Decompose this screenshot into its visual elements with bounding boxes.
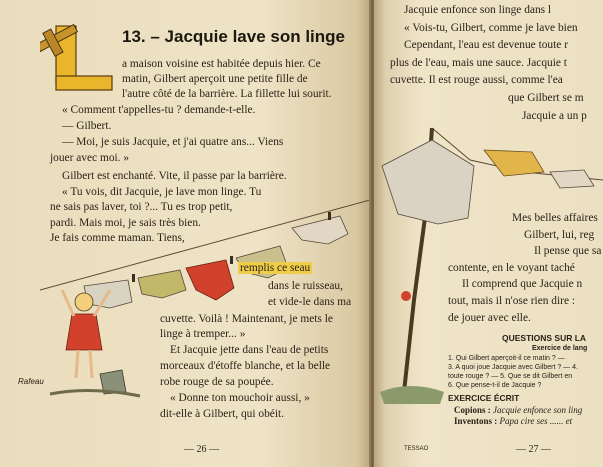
text-line: « Donne ton mouchoir aussi, » xyxy=(170,392,310,404)
text-line: Et Jacquie jette dans l'eau de petits xyxy=(170,344,329,356)
text-line: « Vois-tu, Gilbert, comme je lave bien xyxy=(404,22,578,34)
inventons-line xyxy=(454,415,572,428)
highlighted-phrase: remplis ce seau xyxy=(240,262,311,274)
question-line: toute rouge ? — 5. Que se dit Gilbert en xyxy=(448,373,573,380)
text-line: matin, Gilbert aperçoit une petite fille de xyxy=(122,73,308,85)
text-line: — Moi, je suis Jacquie, et j'ai quatre ans... Viens xyxy=(62,136,284,148)
exercise-subheading: Exercice de lang xyxy=(532,345,588,352)
text-line: cuvette. Voilà ! Maintenant, je mets le xyxy=(160,313,333,325)
text-line: linge à tremper... » xyxy=(160,328,246,340)
text-line: et vide-le dans ma xyxy=(268,296,352,308)
text-line: de jouer avec elle. xyxy=(448,312,531,324)
text-line: Cependant, l'eau est devenue toute r xyxy=(404,39,568,51)
text-line: Mes belles affaires xyxy=(512,212,598,224)
questions-heading: QUESTIONS SUR LA xyxy=(502,333,587,343)
text-line: Jacquie enfonce son linge dans l xyxy=(404,4,552,16)
written-exercise-heading: EXERCICE ÉCRIT xyxy=(448,393,520,403)
text-line: robe rouge de sa poupée. xyxy=(160,376,274,388)
text-line: « Tu vois, dit Jacquie, je lave mon linge. Tu xyxy=(62,186,262,198)
text-line: jouer avec moi. » xyxy=(50,152,130,164)
text-line: morceaux d'étoffe blanche, et la belle xyxy=(160,360,331,372)
inventons-label: Inventons : xyxy=(454,416,498,426)
text-line: dit-elle à Gilbert, qui obéit. xyxy=(160,408,284,420)
text-line: contente, en le voyant taché xyxy=(448,262,575,274)
text-line: cuvette. Il est rouge aussi, comme l'ea xyxy=(390,74,563,86)
illustrator-signature: TESSAO xyxy=(404,446,429,452)
text-line: ne sais pas laver, toi ?... Tu es trop petit, xyxy=(50,201,233,213)
text-line: a maison voisine est habitée depuis hier. Ce xyxy=(122,58,321,70)
copions-text: Jacquie enfonce son ling xyxy=(493,405,583,415)
text-line: pardi. Mais moi, je sais très bien. xyxy=(50,217,201,229)
illustrator-signature: Rafeau xyxy=(18,377,44,386)
question-line: 3. A quoi joue Jacquie avec Gilbert ? — 4. xyxy=(448,364,578,371)
right-page xyxy=(374,0,603,467)
text-line: — Gilbert. xyxy=(62,120,112,132)
text-line: dans le ruisseau, xyxy=(268,280,343,292)
copions-label: Copions : xyxy=(454,405,491,415)
text-line: que Gilbert se m xyxy=(508,92,584,104)
question-line: 6. Que pense-t-il de Jacquie ? xyxy=(448,382,542,389)
page-number: — 27 — xyxy=(516,444,551,455)
text-line: tout, mais il n'ose rien dire : xyxy=(448,295,576,307)
text-line: Gilbert, lui, reg xyxy=(524,229,595,241)
page-number: — 26 — xyxy=(184,444,219,455)
text-line: Je fais comme maman. Tiens, xyxy=(50,232,185,244)
text-line: plus de l'eau, mais une sauce. Jacquie t xyxy=(390,57,567,69)
question-line: 1. Qui Gilbert aperçoit-il ce matin ? — xyxy=(448,355,565,362)
text-line: Il pense que sa xyxy=(534,245,602,257)
drop-cap-illustration xyxy=(40,20,120,98)
text-line: Gilbert est enchanté. Vite, il passe par la barrière. xyxy=(62,170,287,182)
text-line: Il comprend que Jacquie n xyxy=(462,278,583,290)
text-line xyxy=(238,262,312,275)
inventons-text: Papa cire ses ...... et xyxy=(499,416,573,426)
lesson-title: 13. – Jacquie lave son linge xyxy=(122,27,345,46)
text-line: « Comment t'appelles-tu ? demande-t-elle. xyxy=(62,104,256,116)
text-line: Jacquie a un p xyxy=(522,110,587,122)
text-line: l'autre côté de la barrière. La fillette lui sourit. xyxy=(122,88,332,100)
